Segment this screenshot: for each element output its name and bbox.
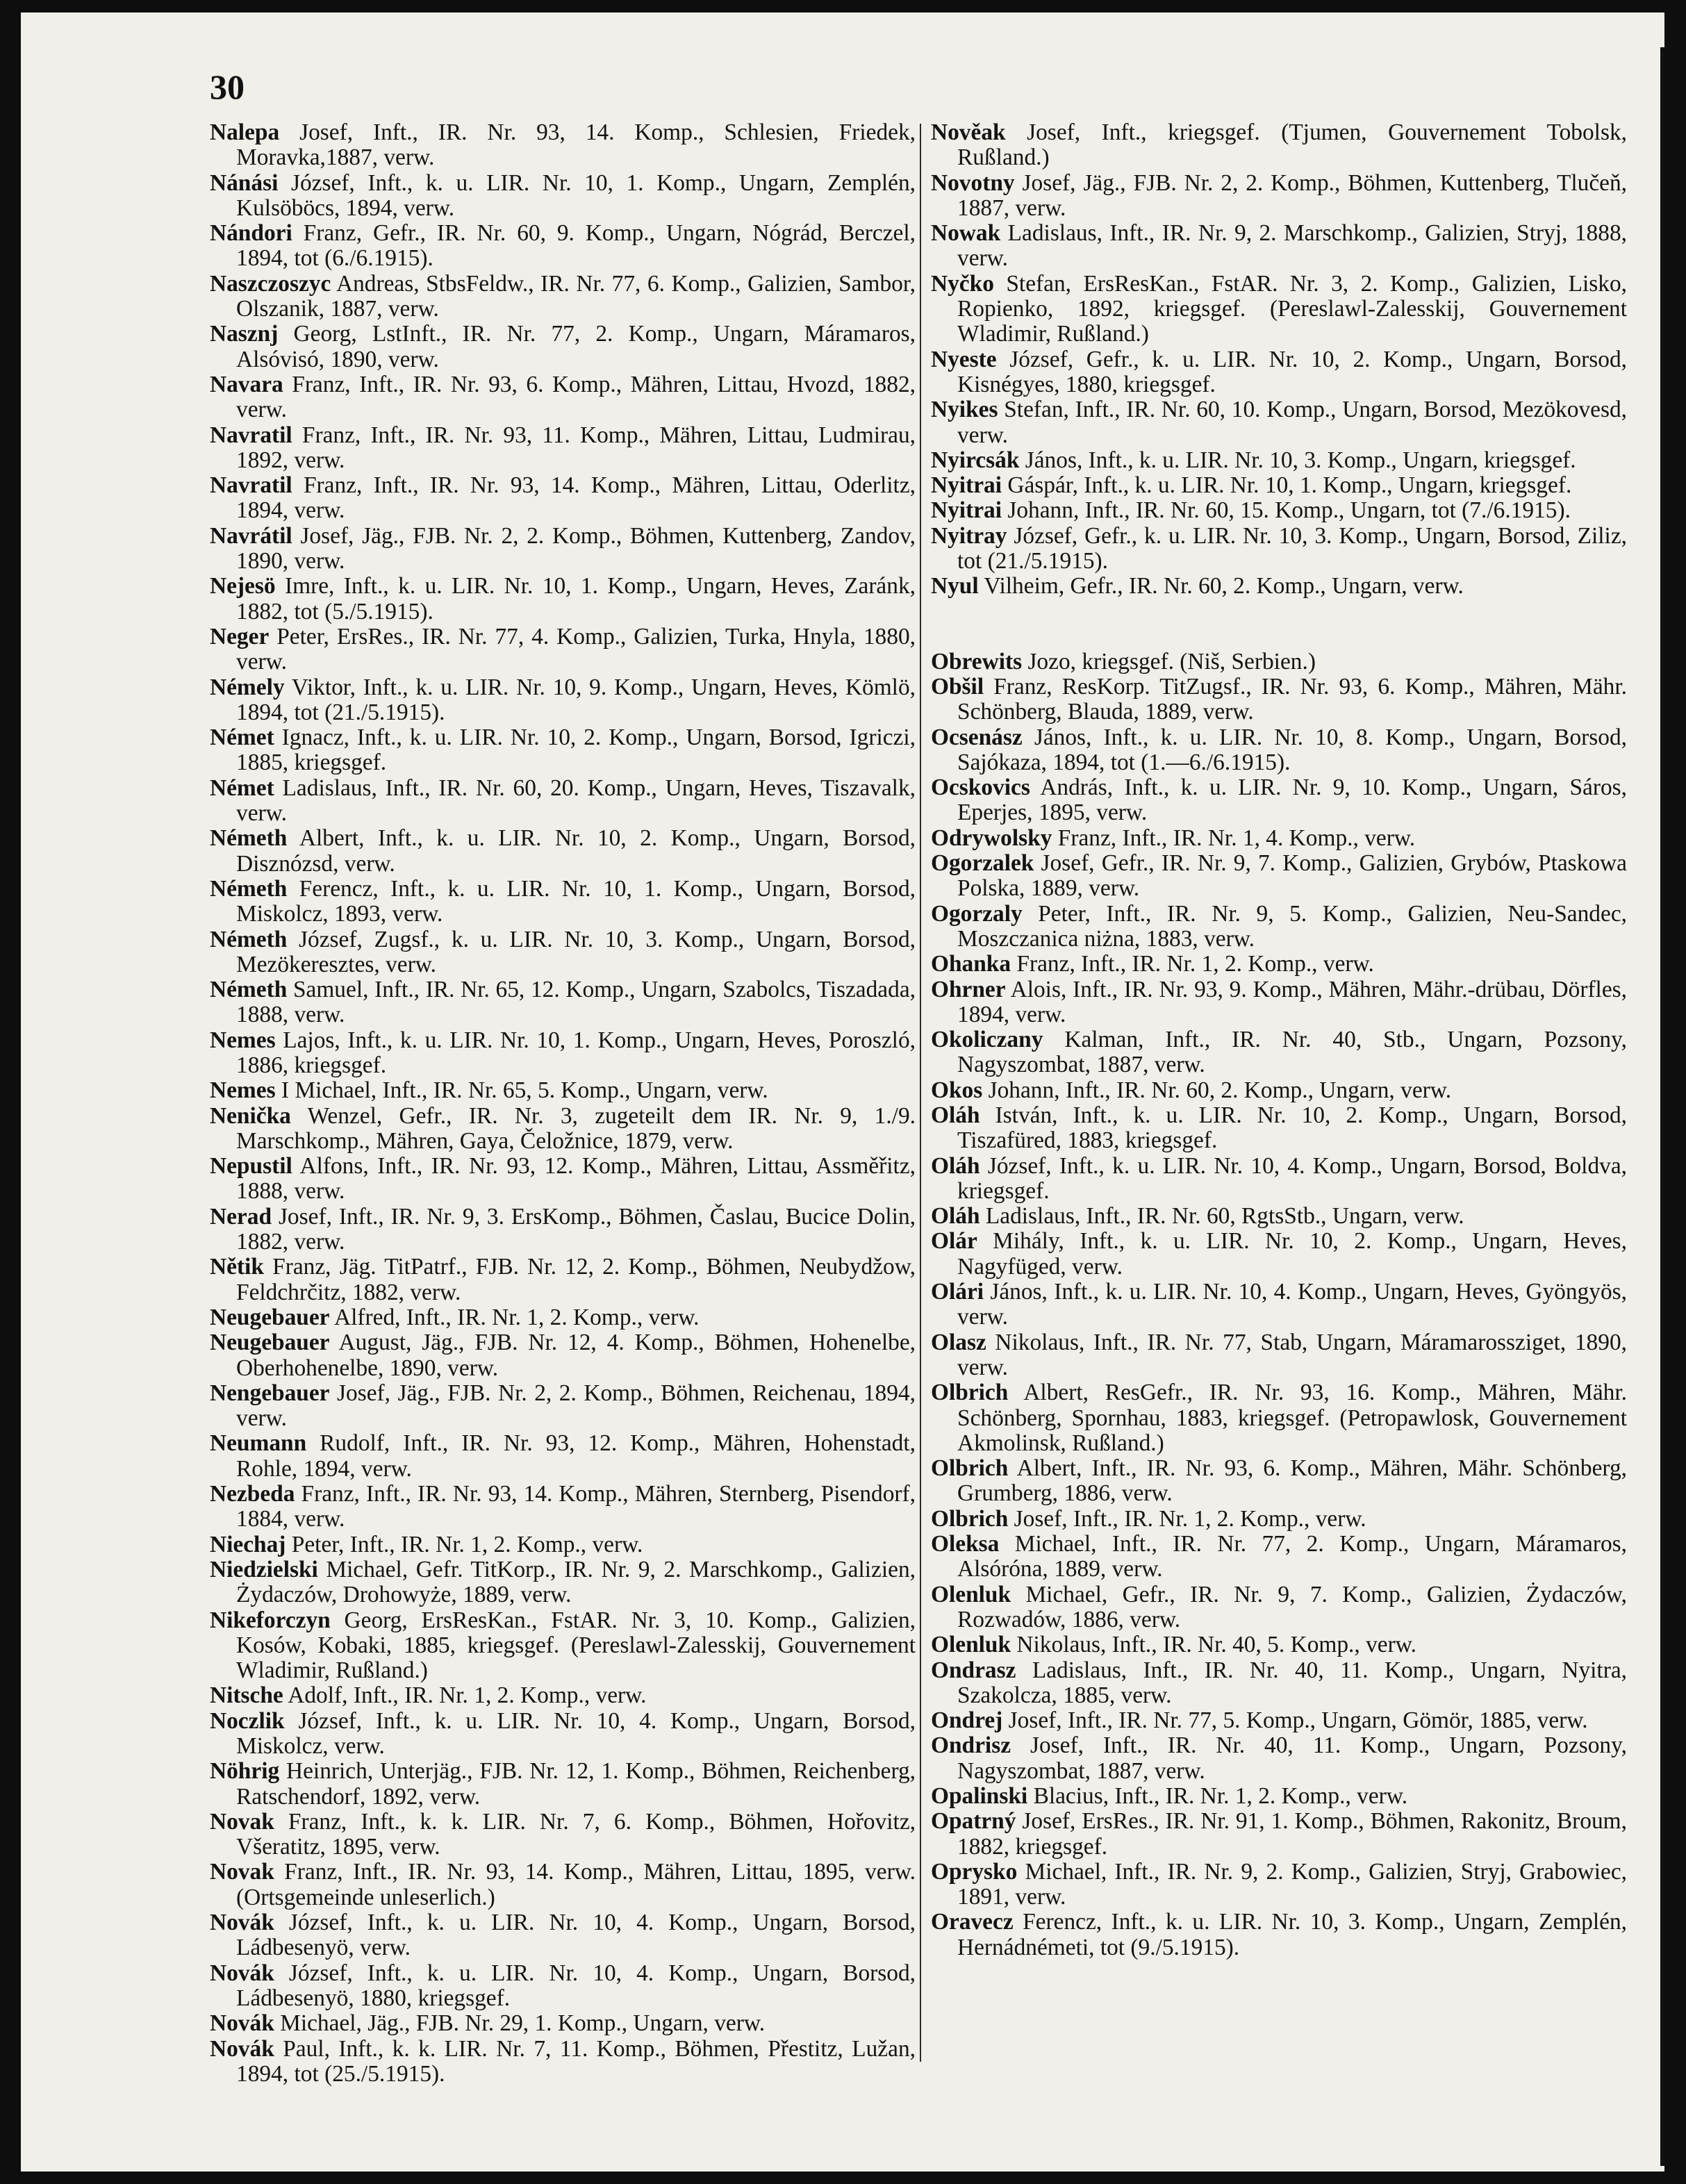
- entry-details: August, Jäg., FJB. Nr. 12, 4. Komp., Böhmen, Hohenelbe, Oberhohenelbe, 1890, verw.: [236, 1330, 916, 1381]
- entry-surname: Nemes: [210, 1077, 276, 1104]
- entry-surname: Navara: [210, 371, 283, 397]
- entry-surname: Nánási: [210, 169, 279, 196]
- entry-surname: Neumann: [210, 1430, 307, 1457]
- entry-surname: Novak: [210, 1808, 274, 1835]
- entry-details: Josef, Inft., kriegsgef. (Tjumen, Gouvernement Tobolsk, Rußland.): [957, 119, 1627, 171]
- list-item: [210, 977, 916, 1028]
- list-item: [210, 1709, 916, 1760]
- entry-details: Ladislaus, Inft., IR. Nr. 60, 20. Komp., Ungarn, Heves, Tiszavalk, verw.: [236, 775, 916, 827]
- entry-surname: Oláh: [931, 1203, 980, 1230]
- right-column-n-section: [931, 120, 1627, 599]
- entry-details: Stefan, ErsResKan., FstAR. Nr. 3, 2. Komp., Galizien, Lisko, Ropienko, 1892, kriegsgef. (Pereslawl-Zalesskij, Gouvernement Wladimir, Rußland.): [957, 270, 1627, 347]
- list-item: [931, 1582, 1627, 1633]
- entry-details: Franz, Inft., k. k. LIR. Nr. 7, 6. Komp., Böhmen, Hořovitz, Všeratitz, 1895, verw.: [236, 1808, 916, 1860]
- list-item: [210, 776, 916, 827]
- entry-details: Ferencz, Inft., k. u. LIR. Nr. 10, 3. Komp., Ungarn, Zemplén, Hernádnémeti, tot (9./5.1915).: [957, 1909, 1627, 1960]
- entry-surname: Ohrner: [931, 976, 1006, 1002]
- entry-details: János, Inft., k. u. LIR. Nr. 10, 4. Komp., Ungarn, Heves, Gyöngyös, verw.: [957, 1279, 1627, 1330]
- entry-surname: Naszczoszyc: [210, 270, 331, 297]
- list-item: [931, 498, 1627, 523]
- list-item: [210, 1104, 916, 1155]
- entry-details: Stefan, Inft., IR. Nr. 60, 10. Komp., Ungarn, Borsod, Mezökovesd, verw.: [957, 397, 1627, 448]
- entry-surname: Nyitrai: [931, 497, 1002, 524]
- entry-surname: Nyul: [931, 573, 979, 599]
- entry-surname: Nenička: [210, 1102, 291, 1129]
- entry-details: Josef, Inft., IR. Nr. 9, 3. ErsKomp., Böhmen, Časlau, Bucice Dolin, 1882, verw.: [236, 1203, 916, 1255]
- entry-details: Franz, Gefr., IR. Nr. 60, 9. Komp., Ungarn, Nógrád, Berczel, 1894, tot (6./6.1915).: [236, 220, 916, 272]
- entry-surname: Nejesö: [210, 573, 276, 599]
- entry-details: Ladislaus, Inft., IR. Nr. 40, 11. Komp., Ungarn, Nyitra, Szakolcza, 1885, verw.: [957, 1657, 1627, 1708]
- entry-details: József, Gefr., k. u. LIR. Nr. 10, 3. Komp., Ungarn, Borsod, Ziliz, tot (21./5.1915).: [957, 522, 1627, 574]
- entry-surname: Ondrisz: [931, 1732, 1011, 1759]
- entry-surname: Oláh: [931, 1152, 980, 1179]
- list-item: [931, 952, 1627, 977]
- entry-details: Franz, Inft., IR. Nr. 93, 6. Komp., Mähren, Littau, Hvozd, 1882, verw.: [236, 371, 916, 423]
- entry-surname: Nitsche: [210, 1682, 283, 1709]
- entry-surname: Nověak: [931, 119, 1006, 145]
- entry-surname: Nalepa: [210, 119, 280, 145]
- entry-surname: Neugebauer: [210, 1304, 330, 1330]
- entry-surname: Novák: [210, 2010, 274, 2037]
- list-item: [210, 322, 916, 372]
- list-item: [931, 1078, 1627, 1103]
- entry-details: Johann, Inft., IR. Nr. 60, 2. Komp., Ungarn, verw.: [982, 1077, 1452, 1103]
- entry-surname: Neger: [210, 623, 270, 650]
- list-item: [210, 1683, 916, 1708]
- entry-details: Albert, Inft., IR. Nr. 93, 6. Komp., Mähren, Mähr. Schönberg, Grumberg, 1886, verw.: [957, 1455, 1627, 1507]
- entry-surname: Oleksa: [931, 1531, 1000, 1557]
- entry-surname: Opalinski: [931, 1783, 1028, 1809]
- list-item: [210, 1759, 916, 1810]
- entry-details: Peter, Inft., IR. Nr. 1, 2. Komp., verw.: [286, 1531, 643, 1557]
- entry-surname: Okos: [931, 1077, 983, 1103]
- entry-details: Viktor, Inft., k. u. LIR. Nr. 10, 9. Komp., Ungarn, Heves, Kömlö, 1894, tot (21./5.1915).: [236, 674, 916, 725]
- page-edge-line: [1660, 47, 1664, 2166]
- entry-details: Paul, Inft., k. k. LIR. Nr. 7, 11. Komp., Böhmen, Přestitz, Lužan, 1894, tot (25./5.1915).: [236, 2035, 916, 2087]
- list-item: [931, 1330, 1627, 1381]
- entry-details: József, Gefr., k. u. LIR. Nr. 10, 2. Komp., Ungarn, Borsod, Kisnégyes, 1880, kriegsgef.: [957, 346, 1627, 397]
- entry-details: Nikolaus, Inft., IR. Nr. 40, 5. Komp., verw.: [1011, 1632, 1417, 1658]
- entry-surname: Obšil: [931, 673, 984, 700]
- entry-surname: Németh: [210, 977, 288, 1003]
- entry-details: Franz, Inft., IR. Nr. 1, 4. Komp., verw.: [1052, 825, 1416, 851]
- list-item: [931, 347, 1627, 398]
- entry-details: János, Inft., k. u. LIR. Nr. 10, 3. Komp., Ungarn, kriegsgef.: [1019, 447, 1576, 473]
- list-item: [931, 1507, 1627, 1532]
- entry-details: Franz, Inft., IR. Nr. 93, 14. Komp., Mähren, Sternberg, Pisendorf, 1884, verw.: [236, 1481, 916, 1532]
- list-item: [210, 1532, 916, 1557]
- entry-surname: Ocskovics: [931, 775, 1030, 801]
- list-item: [931, 397, 1627, 448]
- right-column-o-section: [931, 650, 1627, 1960]
- entry-surname: Odrywolsky: [931, 825, 1052, 851]
- list-item: [210, 372, 916, 423]
- list-item: [210, 1961, 916, 2012]
- list-item: [931, 1204, 1627, 1229]
- list-item: [210, 1482, 916, 1532]
- entry-details: Franz, Inft., IR. Nr. 93, 14. Komp., Mähren, Littau, 1895, verw. (Ortsgemeinde unleserlich.): [236, 1859, 916, 1910]
- list-item: [210, 574, 916, 624]
- entry-details: Georg, ErsResKan., FstAR. Nr. 3, 10. Komp., Galizien, Kosów, Kobaki, 1885, kriegsgef. (Pereslawl-Zalesskij, Gouvernement Wladimir, Rußland.): [236, 1607, 916, 1684]
- entry-surname: Olbrich: [931, 1380, 1009, 1406]
- entry-details: Ladislaus, Inft., IR. Nr. 9, 2. Marschkomp., Galizien, Stryj, 1888, verw.: [957, 220, 1627, 272]
- list-item: [931, 1910, 1627, 1960]
- entry-surname: Nikeforczyn: [210, 1607, 331, 1633]
- list-item: [931, 120, 1627, 171]
- entry-details: Andreas, StbsFeldw., IR. Nr. 77, 6. Komp., Galizien, Sambor, Olszanik, 1887, verw.: [236, 270, 916, 322]
- entry-details: Franz, Inft., IR. Nr. 1, 2. Komp., verw.: [1011, 951, 1374, 977]
- entry-surname: Opatrný: [931, 1808, 1016, 1835]
- list-item: [210, 826, 916, 877]
- entry-details: Franz, ResKorp. TitZugsf., IR. Nr. 93, 6. Komp., Mähren, Mähr. Schönberg, Blauda, 1889, verw.: [957, 673, 1627, 725]
- entry-details: Josef, Jäg., FJB. Nr. 2, 2. Komp., Böhmen, Kuttenberg, Zandov, 1890, verw.: [236, 522, 916, 574]
- entry-details: Heinrich, Unterjäg., FJB. Nr. 12, 1. Komp., Böhmen, Reichenberg, Ratschendorf, 1892, verw.: [236, 1758, 916, 1810]
- entry-details: Franz, Jäg. TitPatrf., FJB. Nr. 12, 2. Komp., Böhmen, Neubydžow, Feldchrčitz, 1882, verw.: [236, 1254, 916, 1305]
- entry-surname: Novotny: [931, 169, 1015, 196]
- entry-surname: Oláh: [931, 1102, 980, 1128]
- entry-surname: Nyeste: [931, 346, 997, 372]
- entry-details: Kalman, Inft., IR. Nr. 40, Stb., Ungarn, Pozsony, Nagyszombat, 1887, verw.: [957, 1027, 1627, 1078]
- list-item: [931, 1154, 1627, 1205]
- entry-details: I Michael, Inft., IR. Nr. 65, 5. Komp., Ungarn, verw.: [275, 1077, 768, 1104]
- list-item: [931, 675, 1627, 725]
- entry-details: Josef, Jäg., FJB. Nr. 2, 2. Komp., Böhmen, Kuttenberg, Tlučeň, 1887, verw.: [957, 169, 1627, 221]
- entry-details: Ladislaus, Inft., IR. Nr. 60, RgtsStb., Ungarn, verw.: [980, 1203, 1464, 1230]
- entry-surname: Nöhrig: [210, 1758, 280, 1785]
- entry-surname: Olbrich: [931, 1455, 1009, 1482]
- list-item: [210, 2037, 916, 2087]
- entry-surname: Nyircsák: [931, 447, 1020, 473]
- entry-details: Michael, Inft., IR. Nr. 9, 2. Komp., Galizien, Stryj, Grabowiec, 1891, verw.: [957, 1858, 1627, 1910]
- list-item: [931, 1380, 1627, 1456]
- list-item: [210, 221, 916, 272]
- entry-surname: Nyčko: [931, 270, 994, 297]
- entry-surname: Olenluk: [931, 1581, 1011, 1607]
- entry-details: András, Inft., k. u. LIR. Nr. 9, 10. Komp., Ungarn, Sáros, Eperjes, 1895, verw.: [957, 775, 1627, 826]
- entry-details: Imre, Inft., k. u. LIR. Nr. 10, 1. Komp., Ungarn, Heves, Zaránk, 1882, tot (5./5.1915).: [236, 573, 916, 624]
- entry-surname: Olbrich: [931, 1505, 1009, 1532]
- entry-details: József, Inft., k. u. LIR. Nr. 10, 1. Komp., Ungarn, Zemplén, Kulsöböcs, 1894, verw.: [236, 169, 916, 221]
- column-divider: [920, 124, 921, 2062]
- entry-surname: Nyikes: [931, 397, 998, 423]
- entry-details: Adolf, Inft., IR. Nr. 1, 2. Komp., verw.: [283, 1682, 647, 1709]
- entry-details: Josef, Inft., IR. Nr. 93, 14. Komp., Schlesien, Friedek, Moravka,1887, verw.: [236, 119, 916, 171]
- list-item: [210, 171, 916, 222]
- entry-surname: Olenluk: [931, 1632, 1011, 1658]
- list-item: [210, 272, 916, 322]
- list-item: [210, 473, 916, 524]
- entry-details: István, Inft., k. u. LIR. Nr. 10, 2. Komp., Ungarn, Borsod, Tiszafüred, 1883, kriegsgef.: [957, 1102, 1627, 1154]
- entry-details: Jozo, kriegsgef. (Niš, Serbien.): [1022, 648, 1316, 675]
- entry-details: János, Inft., k. u. LIR. Nr. 10, 8. Komp., Ungarn, Borsod, Sajókaza, 1894, tot (1.—6./6.1915).: [957, 724, 1627, 775]
- list-item: [931, 826, 1627, 851]
- entry-surname: Olár: [931, 1228, 977, 1255]
- entry-details: Franz, Inft., IR. Nr. 93, 14. Komp., Mähren, Littau, Oderlitz, 1894, verw.: [236, 472, 916, 524]
- entry-surname: Novák: [210, 2035, 274, 2062]
- entry-details: Josef, Inft., IR. Nr. 1, 2. Komp., verw.: [1008, 1505, 1366, 1532]
- entry-details: Samuel, Inft., IR. Nr. 65, 12. Komp., Ungarn, Szabolcs, Tiszadada, 1888, verw.: [236, 977, 916, 1028]
- list-item: [931, 851, 1627, 902]
- list-item: [931, 725, 1627, 776]
- list-item: [210, 1078, 916, 1103]
- entry-surname: Ogorzaly: [931, 900, 1023, 927]
- list-item: [210, 1608, 916, 1684]
- entry-surname: Nyitrai: [931, 472, 1002, 499]
- list-item: [931, 473, 1627, 498]
- list-item: [931, 171, 1627, 222]
- entry-details: Blacius, Inft., IR. Nr. 1, 2. Komp., verw.: [1027, 1783, 1408, 1809]
- list-item: [931, 221, 1627, 272]
- entry-details: Michael, Inft., IR. Nr. 77, 2. Komp., Ungarn, Máramaros, Alsóróna, 1889, verw.: [957, 1531, 1627, 1582]
- entry-surname: Obrewits: [931, 648, 1023, 675]
- entry-details: József, Inft., k. u. LIR. Nr. 10, 4. Komp., Ungarn, Borsod, Ládbesenyö, 1880, kriegsgef.: [236, 1960, 916, 2011]
- entry-surname: Okoliczany: [931, 1027, 1043, 1053]
- entry-details: Albert, ResGefr., IR. Nr. 93, 16. Komp., Mähren, Mähr. Schönberg, Spornhau, 1883, kriegsgef. (Petropawlosk, Gouvernement Akmolinsk, Rußland.): [957, 1380, 1627, 1456]
- entry-details: Josef, Inft., IR. Nr. 40, 11. Komp., Ungarn, Pozsony, Nagyszombat, 1887, verw.: [957, 1732, 1627, 1784]
- section-gap: [931, 599, 1627, 650]
- entry-details: Alfred, Inft., IR. Nr. 1, 2. Komp., verw.: [329, 1304, 700, 1330]
- list-item: [210, 120, 916, 171]
- list-item: [931, 1658, 1627, 1709]
- list-item: [931, 1027, 1627, 1078]
- entry-details: Josef, Gefr., IR. Nr. 9, 7. Komp., Galizien, Grybów, Ptaskowa Polska, 1889, verw.: [957, 850, 1627, 902]
- entry-surname: Nándori: [210, 220, 292, 247]
- list-item: [931, 1733, 1627, 1784]
- list-item: [210, 675, 916, 726]
- entry-surname: Navrátil: [210, 522, 292, 549]
- list-item: [210, 423, 916, 474]
- entry-surname: Novák: [210, 1960, 274, 1986]
- entry-surname: Ondrej: [931, 1707, 1003, 1734]
- entry-surname: Noczlik: [210, 1707, 285, 1734]
- entry-surname: Nětik: [210, 1254, 264, 1280]
- entry-surname: Olasz: [931, 1329, 986, 1355]
- entry-surname: Oprysko: [931, 1858, 1018, 1885]
- entry-details: Michael, Jäg., FJB. Nr. 29, 1. Komp., Ungarn, verw.: [274, 2010, 766, 2037]
- list-item: [210, 1381, 916, 1432]
- entry-details: Alois, Inft., IR. Nr. 93, 9. Komp., Mähren, Mähr.-drübau, Dörfles, 1894, verw.: [957, 976, 1627, 1027]
- entry-surname: Németh: [210, 875, 288, 902]
- scanned-page: [21, 13, 1664, 2171]
- entry-details: Ignacz, Inft., k. u. LIR. Nr. 10, 2. Komp., Ungarn, Borsod, Igriczi, 1885, kriegsgef.: [236, 725, 916, 776]
- list-item: [210, 1810, 916, 1860]
- list-item: [210, 1330, 916, 1381]
- page-number: 30: [210, 67, 245, 106]
- entry-surname: Novák: [210, 1910, 274, 1936]
- right-column: [931, 120, 1627, 1960]
- entry-details: Ferencz, Inft., k. u. LIR. Nr. 10, 1. Komp., Ungarn, Borsod, Miskolcz, 1893, verw.: [236, 875, 916, 927]
- list-item: [931, 902, 1627, 952]
- entry-details: Vilheim, Gefr., IR. Nr. 60, 2. Komp., Ungarn, verw.: [978, 573, 1464, 599]
- entry-details: Nikolaus, Inft., IR. Nr. 77, Stab, Ungarn, Máramarossziget, 1890, verw.: [957, 1329, 1627, 1380]
- entry-surname: Nyitray: [931, 522, 1007, 549]
- entry-details: Wenzel, Gefr., IR. Nr. 3, zugeteilt dem IR. Nr. 9, 1./9. Marschkomp., Mähren, Gaya, Čeložnice, 1879, verw.: [236, 1102, 916, 1154]
- entry-details: Josef, Inft., IR. Nr. 77, 5. Komp., Ungarn, Gömör, 1885, verw.: [1002, 1707, 1588, 1734]
- entry-surname: Ogorzalek: [931, 850, 1034, 877]
- entry-details: Peter, Inft., IR. Nr. 9, 5. Komp., Galizien, Neu-Sandec, Moszczanica niżna, 1883, verw.: [957, 900, 1627, 952]
- entry-details: József, Inft., k. u. LIR. Nr. 10, 4. Komp., Ungarn, Borsod, Boldva, kriegsgef.: [957, 1152, 1627, 1204]
- entry-surname: Niechaj: [210, 1531, 286, 1557]
- list-item: [931, 977, 1627, 1028]
- entry-surname: Német: [210, 775, 274, 801]
- list-item: [931, 1280, 1627, 1330]
- list-item: [931, 1632, 1627, 1657]
- entry-surname: Némely: [210, 674, 285, 700]
- entry-details: Johann, Inft., IR. Nr. 60, 15. Komp., Ungarn, tot (7./6.1915).: [1002, 497, 1571, 524]
- list-item: [931, 1456, 1627, 1507]
- list-item: [210, 1557, 916, 1608]
- entry-surname: Ondrasz: [931, 1657, 1016, 1683]
- entry-surname: Niedzielski: [210, 1556, 318, 1582]
- list-item: [210, 927, 916, 978]
- entry-details: Lajos, Inft., k. u. LIR. Nr. 10, 1. Komp., Ungarn, Heves, Poroszló, 1886, kriegsgef.: [236, 1027, 916, 1078]
- entry-surname: Nerad: [210, 1203, 272, 1230]
- entry-surname: Neugebauer: [210, 1330, 330, 1356]
- list-item: [210, 1154, 916, 1205]
- entry-details: Josef, Jäg., FJB. Nr. 2, 2. Komp., Böhmen, Reichenau, 1894, verw.: [236, 1380, 916, 1432]
- list-item: [210, 1255, 916, 1305]
- entry-details: József, Zugsf., k. u. LIR. Nr. 10, 3. Komp., Ungarn, Borsod, Mezökeresztes, verw.: [236, 926, 916, 977]
- entry-details: Albert, Inft., k. u. LIR. Nr. 10, 2. Komp., Ungarn, Borsod, Disznózsd, verw.: [236, 825, 916, 877]
- list-item: [931, 574, 1627, 599]
- list-item: [210, 524, 916, 574]
- list-item: [931, 448, 1627, 473]
- list-item: [210, 725, 916, 776]
- entry-surname: Nowak: [931, 220, 1001, 247]
- list-item: [931, 524, 1627, 574]
- list-item: [931, 1784, 1627, 1809]
- entry-details: Franz, Inft., IR. Nr. 93, 11. Komp., Mähren, Littau, Ludmirau, 1892, verw.: [236, 422, 916, 473]
- entry-surname: Német: [210, 725, 274, 751]
- entry-details: Rudolf, Inft., IR. Nr. 93, 12. Komp., Mähren, Hohenstadt, Rohle, 1894, verw.: [236, 1430, 916, 1482]
- list-item: [210, 624, 916, 675]
- list-item: [931, 650, 1627, 675]
- entry-details: Josef, ErsRes., IR. Nr. 91, 1. Komp., Böhmen, Rakonitz, Broum, 1882, kriegsgef.: [957, 1808, 1627, 1860]
- entry-surname: Ocsenász: [931, 724, 1023, 750]
- entry-details: Gáspár, Inft., k. u. LIR. Nr. 10, 1. Komp., Ungarn, kriegsgef.: [1002, 472, 1572, 499]
- entry-surname: Németh: [210, 926, 288, 952]
- left-column: [210, 120, 916, 2087]
- list-item: [931, 1860, 1627, 1910]
- entry-details: Mihály, Inft., k. u. LIR. Nr. 10, 2. Komp., Ungarn, Heves, Nagyfüged, verw.: [957, 1228, 1627, 1280]
- entry-details: József, Inft., k. u. LIR. Nr. 10, 4. Komp., Ungarn, Borsod, Miskolcz, verw.: [236, 1707, 916, 1759]
- entry-surname: Navratil: [210, 422, 292, 448]
- entry-surname: Németh: [210, 825, 288, 852]
- list-item: [931, 775, 1627, 826]
- entry-details: Peter, ErsRes., IR. Nr. 77, 4. Komp., Galizien, Turka, Hnyla, 1880, verw.: [236, 623, 916, 675]
- list-item: [931, 272, 1627, 347]
- entry-surname: Olári: [931, 1279, 984, 1305]
- list-item: [931, 1708, 1627, 1733]
- entry-surname: Nemes: [210, 1027, 276, 1053]
- list-item: [210, 1431, 916, 1482]
- list-item: [210, 877, 916, 927]
- entry-surname: Oravecz: [931, 1909, 1014, 1935]
- list-item: [931, 1532, 1627, 1582]
- entry-surname: Nezbeda: [210, 1481, 295, 1507]
- entry-surname: Novak: [210, 1859, 274, 1885]
- entry-surname: Nasznj: [210, 321, 279, 347]
- entry-surname: Navratil: [210, 472, 292, 499]
- entry-details: Alfons, Inft., IR. Nr. 93, 12. Komp., Mähren, Littau, Assměřitz, 1888, verw.: [236, 1153, 916, 1205]
- entry-details: Georg, LstInft., IR. Nr. 77, 2. Komp., Ungarn, Máramaros, Alsóvisó, 1890, verw.: [236, 321, 916, 372]
- entry-surname: Nepustil: [210, 1153, 292, 1180]
- list-item: [210, 2011, 916, 2036]
- list-item: [210, 1028, 916, 1079]
- entry-details: József, Inft., k. u. LIR. Nr. 10, 4. Komp., Ungarn, Borsod, Ládbesenyö, verw.: [236, 1910, 916, 1961]
- list-item: [931, 1103, 1627, 1154]
- list-item: [210, 1205, 916, 1255]
- list-item: [210, 1860, 916, 1910]
- entry-surname: Ohanka: [931, 951, 1011, 977]
- list-item: [931, 1809, 1627, 1860]
- list-item: [931, 1229, 1627, 1280]
- entry-details: Michael, Gefr., IR. Nr. 9, 7. Komp., Galizien, Żydaczów, Rozwadów, 1886, verw.: [957, 1581, 1627, 1632]
- list-item: [210, 1305, 916, 1330]
- entry-details: Michael, Gefr. TitKorp., IR. Nr. 9, 2. Marschkomp., Galizien, Żydaczów, Drohowyże, 1889, verw.: [236, 1556, 916, 1608]
- entry-surname: Nengebauer: [210, 1380, 330, 1406]
- list-item: [210, 1910, 916, 1961]
